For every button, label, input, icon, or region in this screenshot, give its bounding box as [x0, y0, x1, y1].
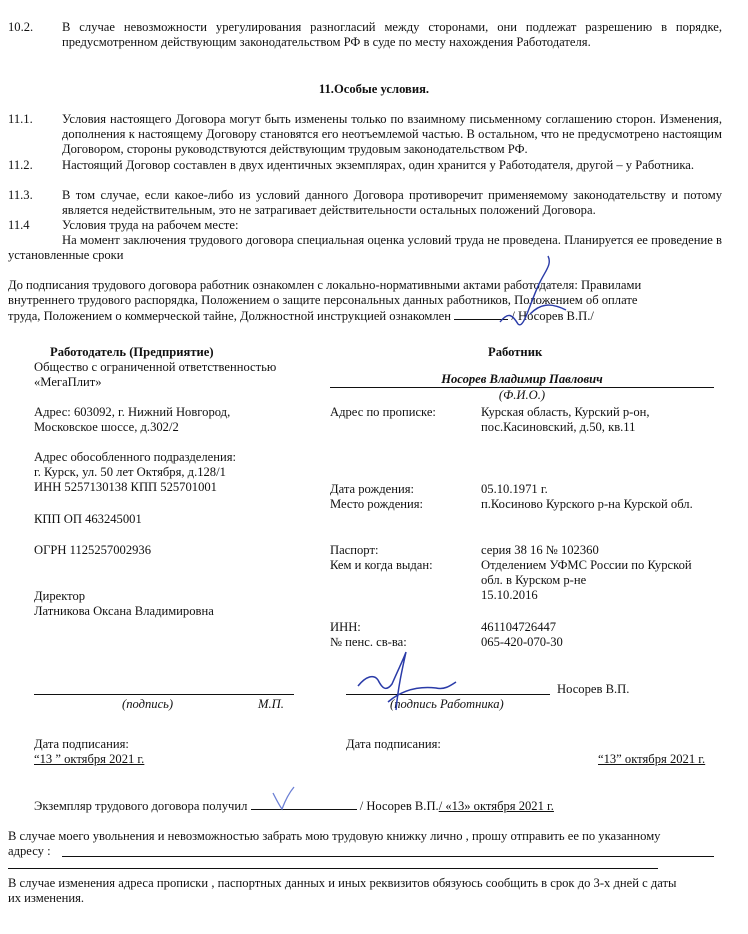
employee-name: Носорев Владимир Павлович: [441, 372, 603, 386]
employer-name-1: Общество с ограниченной ответственностью: [34, 360, 277, 374]
received-date: / «13» октября 2021 г.: [438, 799, 554, 813]
employee-passport-label: Паспорт:: [330, 543, 379, 557]
employee-snils: 065-420-070-30: [481, 635, 563, 649]
employer-branch-1: Адрес обособленного подразделения:: [34, 450, 237, 464]
employee-issued-1: Отделением УФМС России по Курской: [481, 558, 692, 572]
employee-inn: 461104726447: [481, 620, 557, 634]
employee-address-label: Адрес по прописке:: [330, 405, 436, 419]
clause-11-4-body: На момент заключения трудового договора специальная оценка условий труда не проведена. Планируется ее проведение в установленные сроки: [8, 233, 722, 262]
received-pre: Экземпляр трудового договора получил: [34, 799, 248, 813]
employee-fio-label: (Ф.И.О.): [498, 388, 546, 402]
employer-mp-label: М.П.: [258, 697, 284, 711]
employer-sign-label: (подпись): [122, 697, 174, 711]
familiar-line-2: внутреннего трудового распорядка, Положением о защите персональных данных работников, Положением об оплате: [8, 293, 638, 307]
employee-dob: 05.10.1971 г.: [481, 482, 548, 496]
clause-11-4-title: Условия труда на рабочем месте:: [62, 218, 239, 232]
employee-issued-2: обл. в Курском р-не: [481, 573, 587, 587]
clause-10-2-text: В случае невозможности урегулирования разногласий между сторонами, они подлежат разрешению в порядке, предусмотренном действующим законодательством РФ в суде по месту нахождения Работодателя.: [62, 20, 722, 49]
received-post: / Носорев В.П.: [359, 799, 439, 813]
employer-date: “13 ” октября 2021 г.: [34, 752, 145, 766]
familiar-signature: [490, 252, 580, 332]
employee-inn-label: ИНН:: [330, 620, 361, 634]
employee-sign-label: (подпись Работника): [390, 697, 504, 711]
clause-11-3-text: В том случае, если какое-либо из условий данного Договора противоречит применяемому законодательству и потому является недействительным, это не затрагивает действительности остальных положений Договора.: [62, 188, 722, 217]
employer-branch-2: г. Курск, ул. 50 лет Октября, д.128/1: [34, 465, 226, 479]
employee-signature: [352, 648, 462, 714]
employee-pob-label: Место рождения:: [330, 497, 424, 511]
received-checkmark: [270, 785, 296, 811]
clause-11-2-text: Настоящий Договор составлен в двух идентичных экземплярах, один хранится у Работодателя, другой – у Работника.: [62, 158, 695, 172]
employer-ogrn: ОГРН 1125257002936: [34, 543, 152, 557]
employer-inn: ИНН 5257130138 КПП 525701001: [34, 480, 217, 494]
dismissal-line-2: адресу :: [8, 844, 51, 858]
familiar-line-3-post: / Носорев В.П./: [511, 309, 594, 323]
change-line-1: В случае изменения адреса прописки , паспортных данных и иных реквизитов обязуюсь сообщить в срок до 3-х дней с даты: [8, 876, 677, 890]
employee-sign-name: Носорев В.П.: [557, 682, 630, 696]
familiar-line-3-pre: труда, Положением о коммерческой тайне, Должностной инструкцией ознакомлен: [8, 309, 452, 323]
clause-number: 11.3.: [8, 188, 33, 202]
employee-issued-label: Кем и когда выдан:: [330, 558, 433, 572]
employer-position: Директор: [34, 589, 86, 603]
employer-address-1: Адрес: 603092, г. Нижний Новгород,: [34, 405, 231, 419]
employer-address-2: Московское шоссе, д.302/2: [34, 420, 179, 434]
employee-header: Работник: [488, 345, 543, 359]
employee-address-2: пос.Касиновский, д.50, кв.11: [481, 420, 636, 434]
received-blank: [251, 798, 357, 810]
employee-pob: п.Косиново Курского р-на Курской обл.: [481, 497, 693, 511]
dismissal-address-line-2: [8, 868, 658, 869]
employee-date-label: Дата подписания:: [346, 737, 441, 751]
employer-director: Латникова Оксана Владимировна: [34, 604, 214, 618]
clause-number: 11.2.: [8, 158, 33, 172]
employee-date: “13” октября 2021 г.: [598, 752, 706, 766]
employer-kpp-op: КПП ОП 463245001: [34, 512, 142, 526]
change-line-2: их изменения.: [8, 891, 85, 905]
employer-name-2: «МегаПлит»: [34, 375, 102, 389]
dismissal-line-1: В случае моего увольнения и невозможностью забрать мою трудовую книжку лично , прошу отправить ее по указанному: [8, 829, 661, 843]
clause-number: 11.1.: [8, 112, 33, 126]
section-title: 11.Особые условия.: [318, 82, 430, 96]
employee-dob-label: Дата рождения:: [330, 482, 414, 496]
employee-passport: серия 38 16 № 102360: [481, 543, 599, 557]
employer-header: Работодатель (Предприятие): [50, 345, 214, 359]
clause-number: 11.4: [8, 218, 30, 232]
employer-signature-line: [34, 694, 294, 695]
employee-snils-label: № пенс. св-ва:: [330, 635, 407, 649]
clause-11-1-text: Условия настоящего Договора могут быть изменены только по взаимному письменному соглашению сторон. Изменения, дополнения к настоящему Договору становятся его неотъемлемой частью. В остальном, что не предусмотрено настоящим Договором, стороны руководствуются действующим трудовым законодательством РФ.: [62, 112, 722, 156]
clause-11-4-text: [8, 233, 722, 263]
employee-issued-3: 15.10.2016: [481, 588, 538, 602]
clause-number: 10.2.: [8, 20, 34, 34]
dismissal-address-line: [62, 856, 714, 857]
employer-date-label: Дата подписания:: [34, 737, 129, 751]
familiar-line-1: До подписания трудового договора работник ознакомлен с локально-нормативными актами работодателя: Правилами: [8, 278, 642, 292]
employee-address-1: Курская область, Курский р-он,: [481, 405, 650, 419]
